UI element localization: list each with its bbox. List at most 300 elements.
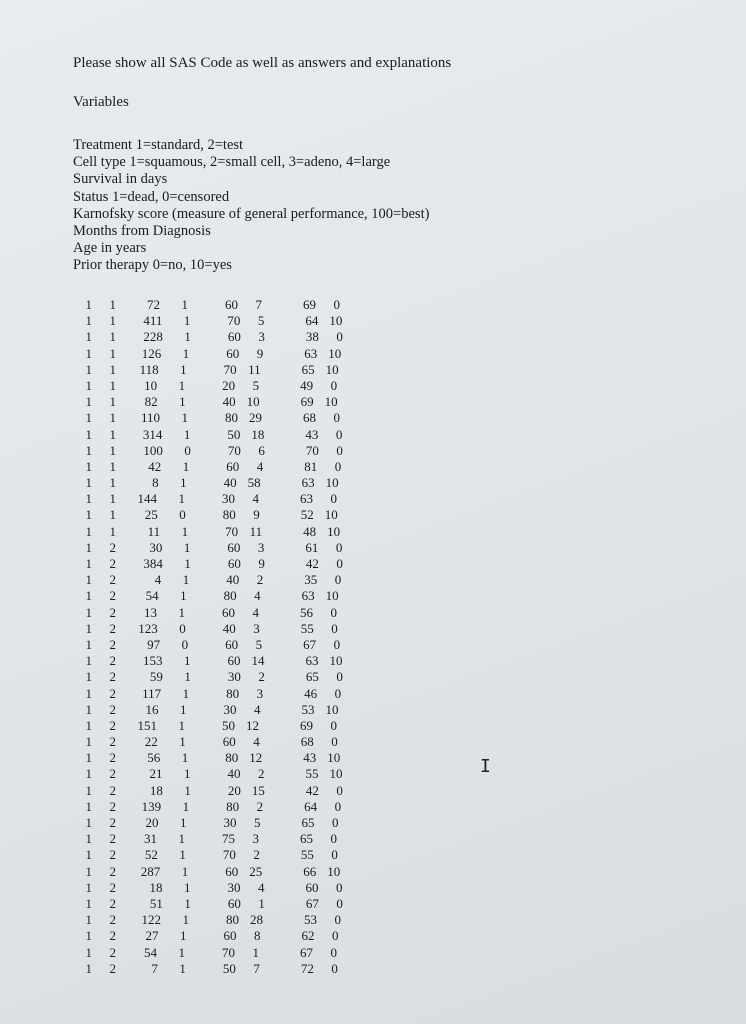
cell-survival: 21 — [149, 766, 163, 782]
cell-survival: 51 — [149, 895, 163, 911]
cell-prior-therapy: 10 — [329, 313, 343, 329]
cell-cell-type: 2 — [109, 960, 116, 976]
cell-karnofsky: 60 — [227, 329, 241, 345]
cell-age: 55 — [300, 847, 314, 863]
cell-prior-therapy: 0 — [334, 685, 342, 701]
cell-cell-type: 2 — [109, 685, 116, 701]
cell-prior-therapy: 0 — [336, 895, 343, 911]
cell-status: 1 — [178, 831, 186, 847]
cell-status: 1 — [181, 297, 188, 312]
cell-months: 4 — [252, 604, 260, 620]
cell-age: 65 — [300, 831, 314, 847]
cell-status: 1 — [183, 653, 191, 669]
cell-cell-type: 2 — [109, 798, 116, 814]
cell-karnofsky: 40 — [227, 766, 241, 782]
cell-survival: 54 — [144, 944, 158, 960]
cell-status: 1 — [179, 734, 186, 750]
cell-age: 64 — [305, 313, 319, 329]
cell-survival: 4 — [154, 572, 162, 588]
cell-treatment: 1 — [85, 491, 92, 507]
cell-cell-type: 1 — [109, 458, 116, 474]
cell-age: 63 — [301, 475, 315, 491]
cell-months: 2 — [257, 766, 265, 782]
cell-age: 69 — [300, 717, 314, 733]
cell-status: 1 — [179, 847, 186, 863]
cell-months: 2 — [258, 669, 265, 685]
instruction-heading: Please show all SAS Code as well as answers and explanations — [73, 55, 452, 71]
cell-prior-therapy: 10 — [327, 863, 341, 879]
cell-status: 1 — [179, 394, 186, 410]
cell-status: 1 — [178, 944, 186, 960]
cell-survival: 384 — [143, 556, 163, 571]
cell-prior-therapy: 0 — [336, 329, 343, 345]
cell-age: 35 — [304, 572, 318, 588]
cell-survival: 228 — [143, 329, 163, 345]
cell-age: 67 — [303, 636, 317, 652]
cell-status: 1 — [184, 669, 191, 685]
cell-prior-therapy: 0 — [336, 669, 343, 685]
cell-treatment: 1 — [85, 750, 92, 766]
cell-status: 1 — [182, 572, 190, 588]
cell-survival: 118 — [139, 361, 159, 377]
cell-status: 1 — [178, 377, 186, 393]
cell-age: 52 — [300, 507, 314, 523]
cell-prior-therapy: 0 — [331, 928, 339, 944]
cell-status: 1 — [183, 879, 191, 895]
cell-karnofsky: 40 — [222, 620, 236, 636]
cell-age: 60 — [305, 879, 319, 895]
cell-prior-therapy: 0 — [336, 442, 343, 458]
cell-survival: 314 — [142, 426, 163, 442]
variables-list — [73, 137, 429, 275]
variable-months: Months from Diagnosis — [73, 223, 211, 240]
cell-treatment: 1 — [85, 782, 92, 798]
cell-months: 12 — [246, 717, 260, 733]
cell-prior-therapy: 0 — [334, 798, 342, 814]
cell-treatment: 1 — [85, 507, 92, 523]
cell-cell-type: 1 — [109, 426, 116, 442]
cell-cell-type: 1 — [109, 507, 116, 523]
cell-karnofsky: 70 — [222, 847, 236, 863]
cell-age: 65 — [301, 815, 315, 830]
cell-prior-therapy: 0 — [331, 815, 339, 830]
cell-treatment: 1 — [85, 701, 92, 717]
cell-status: 1 — [182, 798, 190, 814]
cell-months: 3 — [257, 539, 265, 555]
text-cursor-icon: I — [480, 756, 491, 777]
cell-months: 58 — [247, 475, 261, 491]
cell-months: 29 — [249, 410, 263, 426]
cell-karnofsky: 60 — [227, 653, 241, 669]
cell-prior-therapy: 10 — [327, 523, 341, 539]
cell-cell-type: 2 — [109, 847, 116, 863]
cell-cell-type: 2 — [109, 669, 116, 685]
cell-karnofsky: 50 — [227, 426, 241, 442]
variable-karnofsky: Karnofsky score (measure of general performance, 100=best) — [73, 205, 430, 222]
cell-survival: 54 — [145, 588, 159, 604]
cell-karnofsky: 50 — [222, 717, 236, 733]
cell-cell-type: 2 — [109, 734, 116, 750]
cell-status: 0 — [181, 636, 189, 652]
cell-age: 56 — [300, 604, 314, 620]
cell-cell-type: 2 — [109, 912, 116, 928]
cell-treatment: 1 — [85, 539, 92, 555]
cell-treatment: 1 — [85, 361, 92, 377]
cell-months: 14 — [251, 653, 265, 669]
cell-cell-type: 1 — [109, 394, 116, 410]
cell-cell-type: 2 — [109, 879, 116, 895]
cell-karnofsky: 80 — [225, 410, 239, 426]
cell-prior-therapy: 10 — [327, 750, 341, 766]
cell-age: 81 — [304, 458, 318, 474]
cell-karnofsky: 60 — [222, 734, 236, 750]
cell-cell-type: 2 — [109, 556, 116, 571]
cell-months: 5 — [255, 636, 263, 652]
cell-survival: 72 — [147, 297, 160, 312]
cell-prior-therapy: 10 — [329, 766, 343, 782]
cell-months: 2 — [256, 798, 264, 814]
cell-age: 69 — [300, 394, 314, 410]
cell-survival: 97 — [147, 636, 161, 652]
cell-treatment: 1 — [85, 717, 92, 733]
cell-status: 1 — [181, 750, 189, 766]
cell-status: 1 — [182, 345, 190, 361]
cell-status: 1 — [179, 960, 186, 976]
cell-treatment: 1 — [85, 410, 92, 426]
cell-age: 55 — [305, 766, 319, 782]
cell-prior-therapy: 10 — [325, 361, 339, 377]
cell-survival: 117 — [142, 685, 162, 701]
cell-treatment: 1 — [85, 766, 92, 782]
cell-karnofsky: 70 — [222, 944, 236, 960]
cell-age: 63 — [304, 345, 318, 361]
cell-treatment: 1 — [85, 377, 92, 393]
cell-months: 4 — [254, 588, 261, 604]
cell-prior-therapy: 10 — [324, 394, 338, 410]
cell-treatment: 1 — [85, 394, 92, 410]
cell-karnofsky: 60 — [222, 604, 236, 620]
cell-months: 10 — [246, 394, 260, 410]
cell-karnofsky: 40 — [222, 394, 236, 410]
cell-cell-type: 2 — [109, 653, 116, 669]
cell-months: 5 — [252, 377, 260, 393]
cell-survival: 22 — [144, 734, 158, 750]
variable-treatment: Treatment 1=standard, 2=test — [73, 137, 244, 153]
cell-age: 61 — [305, 539, 319, 555]
cell-treatment: 1 — [85, 604, 92, 620]
cell-cell-type: 1 — [109, 523, 116, 539]
cell-treatment: 1 — [85, 620, 92, 636]
cell-age: 66 — [303, 863, 317, 879]
cell-age: 68 — [300, 734, 314, 750]
cell-cell-type: 2 — [109, 572, 116, 588]
cell-age: 67 — [300, 944, 314, 960]
cell-survival: 122 — [141, 912, 162, 928]
cell-karnofsky: 20 — [227, 782, 241, 798]
cell-status: 1 — [179, 815, 187, 830]
cell-months: 2 — [253, 847, 260, 863]
cell-prior-therapy: 10 — [325, 701, 339, 717]
cell-status: 1 — [178, 717, 186, 733]
cell-status: 1 — [179, 928, 187, 944]
cell-prior-therapy: 0 — [335, 539, 343, 555]
cell-months: 18 — [251, 426, 265, 442]
cell-prior-therapy: 0 — [335, 879, 343, 895]
cell-age: 72 — [300, 960, 314, 976]
cell-cell-type: 2 — [109, 895, 116, 911]
cell-treatment: 1 — [85, 653, 92, 669]
cell-cell-type: 2 — [109, 782, 116, 798]
cell-months: 11 — [248, 361, 261, 377]
variable-status: Status 1=dead, 0=censored — [73, 188, 230, 205]
cell-status: 1 — [182, 685, 190, 701]
cell-treatment: 1 — [85, 556, 92, 571]
cell-age: 62 — [301, 928, 315, 944]
cell-cell-type: 1 — [109, 377, 116, 393]
cell-months: 3 — [258, 329, 265, 345]
cell-prior-therapy: 0 — [336, 782, 343, 798]
cell-survival: 123 — [138, 620, 158, 636]
cell-age: 70 — [305, 442, 319, 458]
cell-prior-therapy: 10 — [325, 475, 339, 491]
cell-age: 55 — [300, 620, 314, 636]
cell-treatment: 1 — [85, 879, 92, 895]
cell-cell-type: 2 — [109, 750, 116, 766]
cell-cell-type: 2 — [109, 701, 116, 717]
cell-months: 8 — [253, 928, 261, 944]
cell-cell-type: 1 — [109, 329, 116, 345]
cell-age: 46 — [304, 685, 318, 701]
variable-cell-type: Cell type 1=squamous, 2=small cell, 3=adeno, 4=large — [73, 154, 391, 171]
cell-karnofsky: 60 — [225, 863, 239, 879]
cell-cell-type: 1 — [109, 491, 116, 507]
cell-survival: 11 — [147, 523, 161, 539]
cell-cell-type: 1 — [109, 475, 116, 491]
cell-karnofsky: 60 — [225, 297, 238, 312]
cell-survival: 25 — [144, 507, 158, 523]
cell-survival: 287 — [140, 863, 161, 879]
cell-months: 3 — [252, 831, 260, 847]
cell-cell-type: 1 — [109, 361, 116, 377]
cell-cell-type: 2 — [109, 636, 116, 652]
cell-karnofsky: 80 — [226, 912, 240, 928]
cell-karnofsky: 75 — [222, 831, 236, 847]
cell-months: 9 — [253, 507, 260, 523]
cell-age: 63 — [301, 588, 315, 604]
cell-treatment: 1 — [85, 669, 92, 685]
cell-treatment: 1 — [85, 442, 92, 458]
cell-treatment: 1 — [85, 944, 92, 960]
cell-karnofsky: 80 — [226, 798, 240, 814]
cell-karnofsky: 30 — [227, 879, 241, 895]
cell-status: 1 — [178, 604, 186, 620]
cell-status: 1 — [181, 410, 189, 426]
cell-months: 9 — [256, 345, 264, 361]
cell-treatment: 1 — [85, 734, 92, 750]
cell-karnofsky: 30 — [223, 701, 237, 717]
cell-status: 1 — [182, 912, 190, 928]
cell-survival: 151 — [137, 717, 158, 733]
cell-treatment: 1 — [85, 345, 92, 361]
cell-months: 1 — [258, 895, 265, 911]
cell-status: 1 — [183, 766, 191, 782]
cell-treatment: 1 — [85, 588, 92, 604]
cell-months: 12 — [249, 750, 263, 766]
cell-months: 4 — [254, 701, 261, 717]
cell-months: 25 — [249, 863, 263, 879]
cell-prior-therapy: 0 — [336, 556, 343, 571]
cell-survival: 56 — [147, 750, 161, 766]
cell-prior-therapy: 0 — [333, 636, 341, 652]
cell-cell-type: 2 — [109, 620, 116, 636]
cell-treatment: 1 — [85, 847, 92, 863]
cell-age: 67 — [305, 895, 319, 911]
cell-status: 1 — [182, 458, 190, 474]
cell-months: 7 — [253, 960, 260, 976]
cell-cell-type: 2 — [109, 944, 116, 960]
cell-karnofsky: 70 — [225, 523, 239, 539]
cell-treatment: 1 — [85, 458, 92, 474]
cell-karnofsky: 80 — [223, 588, 237, 604]
cell-karnofsky: 30 — [227, 669, 241, 685]
cell-cell-type: 1 — [109, 313, 116, 329]
cell-months: 5 — [257, 313, 265, 329]
cell-months: 28 — [250, 912, 264, 928]
variable-prior-therapy: Prior therapy 0=no, 10=yes — [73, 257, 232, 274]
cell-age: 49 — [300, 377, 314, 393]
cell-age: 42 — [305, 556, 319, 571]
cell-months: 15 — [251, 782, 265, 798]
cell-status: 1 — [181, 523, 189, 539]
cell-status: 1 — [180, 701, 187, 717]
cell-age: 48 — [303, 523, 317, 539]
cell-karnofsky: 60 — [223, 928, 237, 944]
cell-status: 1 — [183, 313, 191, 329]
cell-karnofsky: 80 — [225, 750, 239, 766]
cell-survival: 18 — [149, 782, 163, 798]
cell-survival: 139 — [141, 798, 162, 814]
cell-karnofsky: 60 — [227, 556, 241, 571]
cell-karnofsky: 40 — [223, 475, 237, 491]
cell-survival: 20 — [145, 815, 159, 830]
cell-treatment: 1 — [85, 895, 92, 911]
cell-prior-therapy: 0 — [334, 458, 342, 474]
cell-karnofsky: 30 — [223, 815, 237, 830]
cell-age: 42 — [305, 782, 319, 798]
cell-treatment: 1 — [85, 523, 92, 539]
cell-prior-therapy: 0 — [333, 297, 340, 312]
cell-prior-therapy: 10 — [328, 345, 342, 361]
cell-prior-therapy: 10 — [325, 588, 339, 604]
cell-status: 1 — [184, 556, 191, 571]
cell-prior-therapy: 0 — [334, 572, 342, 588]
cell-prior-therapy: 0 — [330, 604, 338, 620]
cell-months: 9 — [258, 556, 265, 571]
cell-karnofsky: 40 — [226, 572, 240, 588]
cell-status: 0 — [179, 507, 186, 523]
cell-survival: 16 — [145, 701, 159, 717]
cell-survival: 153 — [142, 653, 163, 669]
cell-survival: 30 — [149, 539, 163, 555]
cell-survival: 8 — [152, 475, 159, 491]
cell-cell-type: 1 — [109, 297, 116, 312]
cell-months: 4 — [252, 491, 260, 507]
cell-survival: 126 — [141, 345, 162, 361]
cell-age: 43 — [305, 426, 319, 442]
cell-karnofsky: 60 — [227, 539, 241, 555]
cell-age: 43 — [303, 750, 317, 766]
cell-karnofsky: 70 — [223, 361, 237, 377]
cell-months: 1 — [252, 944, 260, 960]
cell-cell-type: 2 — [109, 717, 116, 733]
cell-karnofsky: 70 — [227, 313, 241, 329]
cell-prior-therapy: 0 — [330, 831, 338, 847]
cell-treatment: 1 — [85, 912, 92, 928]
cell-cell-type: 2 — [109, 863, 116, 879]
cell-treatment: 1 — [85, 685, 92, 701]
cell-cell-type: 2 — [109, 928, 116, 944]
cell-months: 2 — [256, 572, 264, 588]
cell-age: 65 — [301, 361, 315, 377]
cell-cell-type: 1 — [109, 442, 116, 458]
cell-prior-therapy: 0 — [330, 944, 338, 960]
cell-status: 1 — [180, 588, 187, 604]
cell-prior-therapy: 0 — [335, 426, 343, 442]
cell-karnofsky: 60 — [225, 636, 239, 652]
cell-karnofsky: 60 — [226, 458, 240, 474]
cell-survival: 100 — [143, 442, 163, 458]
cell-prior-therapy: 10 — [329, 653, 343, 669]
cell-age: 63 — [305, 653, 319, 669]
cell-status: 1 — [180, 475, 187, 491]
cell-survival: 27 — [145, 928, 159, 944]
cell-age: 69 — [303, 297, 316, 312]
cell-prior-therapy: 0 — [331, 847, 338, 863]
cell-treatment: 1 — [85, 798, 92, 814]
cell-survival: 411 — [143, 313, 163, 329]
cell-karnofsky: 70 — [227, 442, 241, 458]
cell-treatment: 1 — [85, 815, 92, 830]
cell-treatment: 1 — [85, 297, 92, 312]
cell-status: 1 — [184, 329, 191, 345]
cell-months: 11 — [249, 523, 263, 539]
cell-karnofsky: 30 — [222, 491, 236, 507]
cell-months: 6 — [258, 442, 265, 458]
cell-survival: 82 — [144, 394, 158, 410]
cell-prior-therapy: 0 — [331, 620, 338, 636]
variable-age: Age in years — [73, 240, 147, 257]
cell-prior-therapy: 0 — [330, 491, 338, 507]
cell-status: 1 — [183, 539, 191, 555]
cell-cell-type: 1 — [109, 410, 116, 426]
cell-months: 5 — [253, 815, 261, 830]
cell-cell-type: 2 — [109, 588, 116, 604]
variable-survival: Survival in days — [73, 171, 168, 188]
cell-age: 53 — [301, 701, 315, 717]
cell-status: 1 — [183, 426, 191, 442]
cell-age: 64 — [304, 798, 318, 814]
cell-age: 68 — [303, 410, 317, 426]
cell-karnofsky: 60 — [226, 345, 240, 361]
cell-survival: 110 — [141, 410, 161, 426]
cell-treatment: 1 — [85, 831, 92, 847]
cell-age: 38 — [305, 329, 319, 345]
cell-months: 4 — [253, 734, 260, 750]
cell-status: 1 — [180, 361, 187, 377]
cell-karnofsky: 80 — [222, 507, 236, 523]
cell-status: 1 — [181, 863, 189, 879]
cell-cell-type: 2 — [109, 539, 116, 555]
